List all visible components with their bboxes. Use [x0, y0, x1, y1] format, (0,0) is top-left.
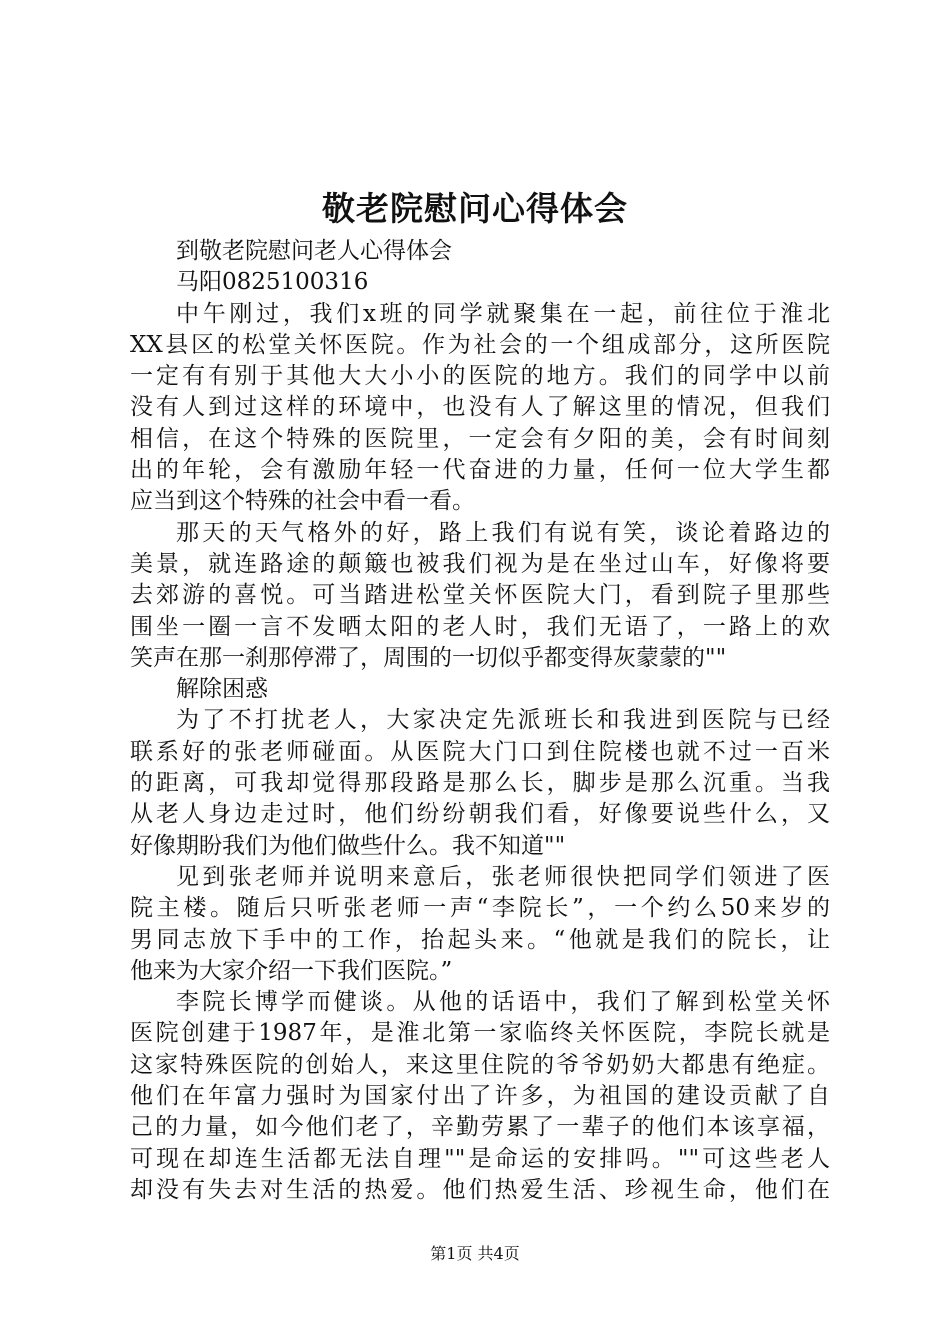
paragraph-line: 可现在却连生活都无法自理""是命运的安排吗。""可这些老人	[130, 1145, 830, 1172]
page-title: 敬老院慰问心得体会	[322, 189, 628, 228]
paragraph-line: 他来为大家介绍一下我们医院。”	[130, 957, 453, 984]
paragraph-line: 那天的天气格外的好，路上我们有说有笑，谈论着路边的	[176, 519, 830, 546]
paragraph-line: 去郊游的喜悦。可当踏进松堂关怀医院大门，看到院子里那些	[130, 582, 830, 609]
paragraph-line: 相信，在这个特殊的医院里，一定会有夕阳的美，会有时间刻	[130, 425, 830, 452]
paragraph-line: 从老人身边走过时，他们纷纷朝我们看，好像要说些什么，又	[130, 801, 830, 828]
author-line: 马阳0825100316	[176, 269, 369, 296]
paragraph-line: 却没有失去对生活的热爱。他们热爱生活、珍视生命，他们在	[130, 1176, 830, 1203]
paragraph-line: 没有人到过这样的环境中，也没有人了解这里的情况，但我们	[130, 394, 830, 421]
paragraph-line: XX县区的松堂关怀医院。作为社会的一个组成部分，这所医院	[130, 331, 830, 358]
section-heading: 解除困惑	[176, 676, 268, 703]
paragraph-line: 院主楼。随后只听张老师一声“李院长”，一个约么50来岁的	[130, 895, 830, 922]
paragraph-line: 李院长博学而健谈。从他的话语中，我们了解到松堂关怀	[176, 989, 830, 1016]
paragraph-line: 出的年轮，会有激励年轻一代奋进的力量，任何一位大学生都	[130, 457, 830, 484]
paragraph-line: 围坐一圈一言不发晒太阳的老人时，我们无语了，一路上的欢	[130, 613, 830, 640]
paragraph-line: 笑声在那一刹那停滞了，周围的一切似乎都变得灰蒙蒙的""	[130, 644, 727, 671]
paragraph-line: 为了不打扰老人，大家决定先派班长和我进到医院与已经	[176, 707, 830, 734]
paragraph-line: 男同志放下手中的工作，抬起头来。“他就是我们的院长，让	[130, 926, 830, 953]
paragraph-line: 他们在年富力强时为国家付出了许多，为祖国的建设贡献了自	[130, 1083, 830, 1110]
paragraph-line: 见到张老师并说明来意后，张老师很快把同学们领进了医	[176, 863, 830, 890]
document-body	[130, 236, 830, 1206]
paragraph-line: 医院创建于1987年，是淮北第一家临终关怀医院，李院长就是	[130, 1020, 830, 1047]
paragraph-line: 联系好的张老师碰面。从医院大门口到住院楼也就不过一百米	[130, 738, 830, 765]
paragraph-line: 这家特殊医院的创始人，来这里住院的爷爷奶奶大都患有绝症。	[130, 1051, 830, 1078]
paragraph-line: 应当到这个特殊的社会中看一看。	[130, 488, 475, 515]
paragraph-line: 己的力量，如今他们老了，辛勤劳累了一辈子的他们本该享福，	[130, 1114, 830, 1141]
page-footer: 第1页 共4页	[430, 1244, 520, 1263]
subtitle-line: 到敬老院慰问老人心得体会	[176, 238, 452, 264]
paragraph-line: 一定有有别于其他大大小小的医院的地方。我们的同学中以前	[130, 363, 830, 390]
paragraph-line: 的距离，可我却觉得那段路是那么长，脚步是那么沉重。当我	[130, 770, 830, 797]
paragraph-line: 美景，就连路途的颠簸也被我们视为是在坐过山车，好像将要	[130, 550, 830, 577]
paragraph-line: 中午刚过，我们x班的同学就聚集在一起，前往位于淮北	[176, 300, 830, 327]
paragraph-line: 好像期盼我们为他们做些什么。我不知道""	[130, 832, 566, 859]
